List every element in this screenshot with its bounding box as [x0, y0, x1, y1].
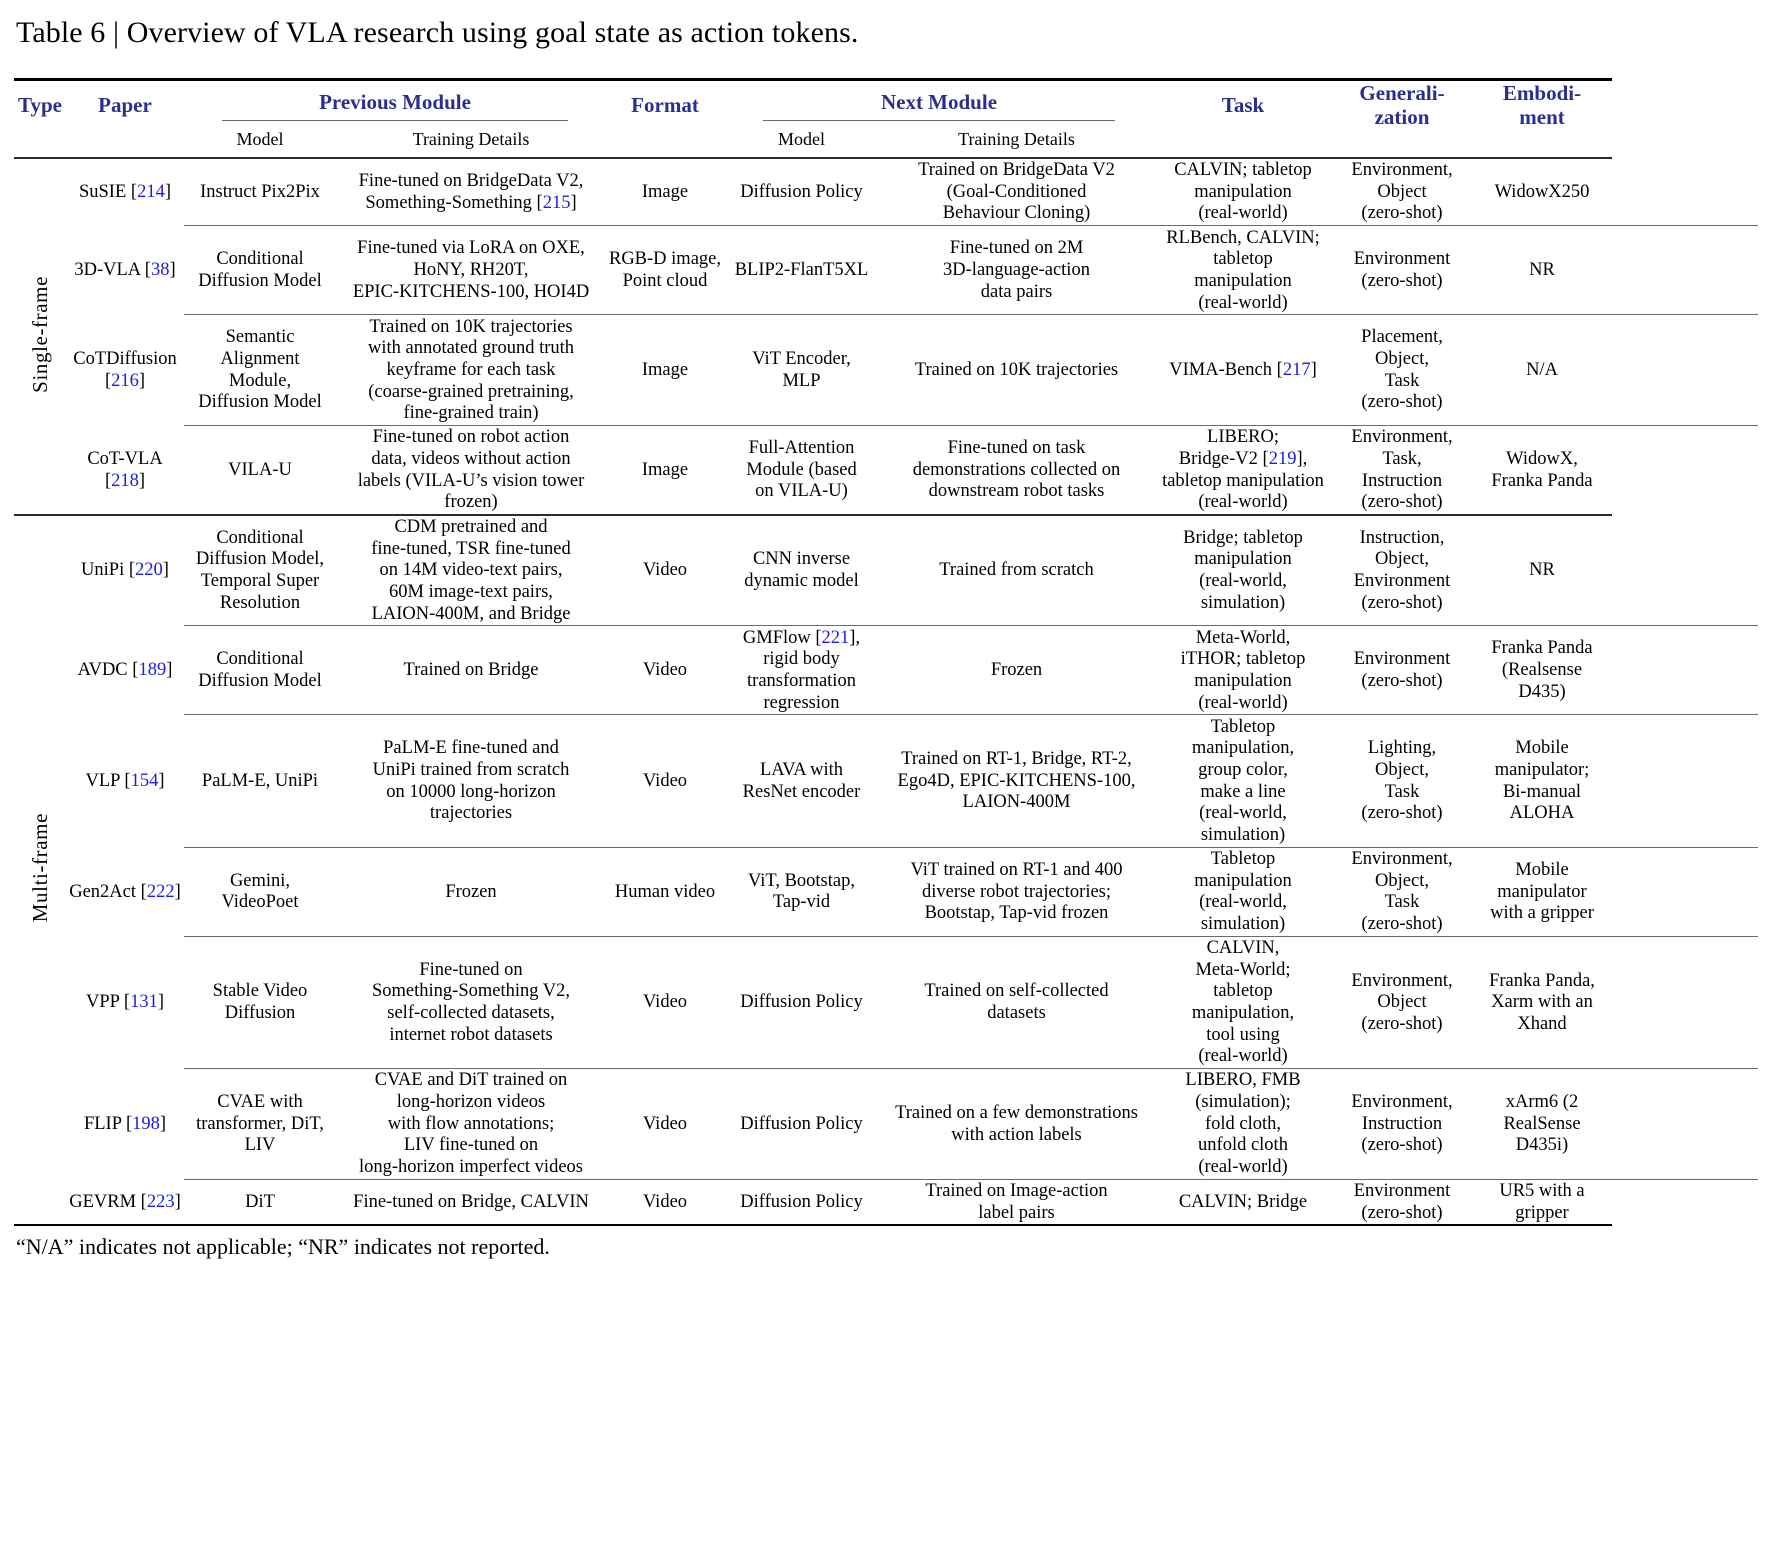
cell-task: Tabletop manipulation (real-world, simulation)	[1194, 849, 1292, 934]
header-paper: Paper	[98, 92, 152, 117]
citation-ref[interactable]: 189	[138, 660, 167, 681]
citation-ref[interactable]: 218	[111, 470, 139, 491]
cell-task: LIBERO, FMB (simulation); fold cloth, unfold cloth (real-world)	[1185, 1070, 1301, 1178]
cell-format: RGB-D image, Point cloud	[608, 249, 721, 291]
cell-generalization: Lighting, Object, Task (zero-shot)	[1361, 738, 1443, 824]
cell-embodiment: Mobile manipulator; Bi-manual ALOHA	[1494, 738, 1590, 824]
table-row	[14, 1181, 1758, 1225]
cell-next-training: Fine-tuned on 2M 3D-language-action data pairs	[943, 238, 1090, 302]
cell-task: CALVIN; tabletop manipulation (real-world)	[1174, 160, 1312, 224]
cell-task: Bridge; tabletop manipulation (real-world, simulation)	[1183, 527, 1303, 613]
cell-next-model: GMFlow [221], rigid body transformation regression	[742, 627, 861, 713]
subheader-task-spacer	[1154, 129, 1332, 158]
cell-next-model: Diffusion Policy	[740, 1191, 863, 1212]
cell-task: LIBERO; Bridge-V2 [219], tabletop manipulation (real-world)	[1162, 427, 1324, 513]
table-row	[14, 938, 1758, 1068]
cell-paper: UniPi [220]	[81, 560, 169, 581]
cell-embodiment: N/A	[1526, 359, 1558, 380]
cell-paper: VLP [154]	[85, 771, 165, 792]
cell-paper: VPP [131]	[86, 992, 164, 1013]
cell-prev-training: Frozen	[445, 881, 497, 902]
cell-prev-model: VILA-U	[228, 459, 292, 480]
cell-generalization: Environment, Instruction (zero-shot)	[1351, 1092, 1453, 1156]
header-embodiment	[1472, 82, 1612, 129]
cell-format: Video	[642, 660, 688, 681]
cell-next-model: Diffusion Policy	[740, 992, 863, 1013]
cell-prev-training: Trained on Bridge	[403, 660, 539, 681]
cell-embodiment: WidowX, Franka Panda	[1491, 449, 1593, 491]
citation-ref[interactable]: 198	[132, 1113, 160, 1134]
cell-embodiment: Franka Panda, Xarm with an Xhand	[1489, 970, 1595, 1034]
header-type: Type	[18, 92, 62, 117]
subheader-paper-spacer	[66, 129, 184, 158]
cell-prev-model: Conditional Diffusion Model, Temporal Super Resolution	[195, 527, 325, 613]
cell-generalization: Environment (zero-shot)	[1353, 249, 1451, 291]
cell-next-model: Diffusion Policy	[740, 1113, 863, 1134]
header-generalization	[1332, 82, 1472, 129]
table-row	[14, 317, 1758, 426]
cell-embodiment: Franka Panda (Realsense D435)	[1491, 638, 1593, 702]
subheader-row	[14, 129, 1758, 158]
cell-next-training: Trained from scratch	[939, 560, 1094, 581]
cell-task: Tabletop manipulation, group color, make a line (real-world, simulation)	[1191, 716, 1295, 845]
header-format: Format	[631, 92, 699, 117]
cell-format: Video	[642, 770, 688, 791]
subheader-format-spacer	[606, 129, 724, 158]
cell-paper: GEVRM [223]	[69, 1191, 181, 1212]
cell-embodiment: NR	[1529, 560, 1555, 581]
subheader-prev-model: Model	[236, 129, 284, 150]
cell-next-training: ViT trained on RT-1 and 400 diverse robot trajectories; Bootstap, Tap-vid frozen	[910, 859, 1123, 924]
cell-format: Image	[641, 459, 689, 480]
rule-bottom	[14, 1225, 1758, 1228]
citation-ref[interactable]: 214	[137, 182, 165, 203]
header-previous-module	[184, 82, 606, 129]
cell-prev-training: Trained on 10K trajectories with annotated ground truth keyframe for each task (coarse-grained pretraining, fine-grained train)	[367, 316, 575, 424]
table-caption: Table 6 | Overview of VLA research using goal state as action tokens.	[16, 16, 859, 49]
citation-ref[interactable]: 220	[135, 560, 163, 581]
cell-format: Video	[642, 1191, 688, 1212]
cell-next-training: Trained on self-collected datasets	[924, 981, 1109, 1024]
subheader-next-training: Training Details	[958, 129, 1075, 150]
cell-prev-training: Fine-tuned on Bridge, CALVIN	[353, 1191, 589, 1212]
citation-ref[interactable]: 219	[1268, 449, 1297, 470]
cell-next-training: Trained on 10K trajectories	[914, 359, 1119, 380]
cell-task: RLBench, CALVIN; tabletop manipulation (real-world)	[1166, 227, 1320, 313]
subheader-prev-training: Training Details	[412, 129, 530, 150]
citation-ref[interactable]: 223	[146, 1191, 175, 1212]
header-next-module-label: Next Module	[880, 90, 998, 115]
cell-paper: 3D-VLA [38]	[74, 260, 176, 281]
group-type-label: Single-frame	[27, 275, 52, 393]
cell-paper: CoTDiffusion [216]	[73, 349, 177, 392]
table-footnote: “N/A” indicates not applicable; “NR” indicates not reported.	[16, 1234, 550, 1260]
table-row	[14, 717, 1758, 847]
cell-next-training: Frozen	[990, 660, 1043, 681]
header-embodiment-line2: ment	[1519, 104, 1565, 129]
cell-next-training: Trained on BridgeData V2 (Goal-Conditioned Behaviour Cloning)	[918, 160, 1115, 224]
cell-next-training: Trained on Image-action label pairs	[925, 1181, 1108, 1223]
cell-next-training: Trained on a few demonstrations with action labels	[895, 1102, 1138, 1145]
citation-ref[interactable]: 217	[1282, 359, 1311, 380]
cell-next-model: CNN inverse dynamic model	[744, 549, 859, 592]
cell-next-model: ViT, Bootstap, Tap-vid	[748, 870, 855, 913]
cell-prev-model: Conditional Diffusion Model	[198, 249, 322, 291]
cell-prev-model: Gemini, VideoPoet	[221, 870, 299, 913]
cell-embodiment: NR	[1529, 260, 1555, 281]
citation-ref[interactable]: 221	[821, 627, 850, 648]
cell-next-model: Diffusion Policy	[740, 181, 863, 202]
cell-generalization: Instruction, Object, Environment (zero-shot)	[1353, 527, 1451, 613]
cell-embodiment: Mobile manipulator with a gripper	[1490, 859, 1594, 924]
cell-generalization: Environment (zero-shot)	[1353, 1181, 1451, 1223]
cell-format: Video	[642, 992, 688, 1013]
cell-generalization: Environment (zero-shot)	[1353, 649, 1451, 691]
citation-ref[interactable]: 216	[111, 371, 139, 392]
subheader-embodiment-spacer	[1472, 129, 1612, 158]
subheader-next-model: Model	[778, 129, 825, 150]
citation-ref[interactable]: 154	[130, 771, 159, 792]
cell-prev-training: CDM pretrained and fine-tuned, TSR fine-tuned on 14M video-text pairs, 60M image-text pairs, LAION-400M, and Bridge	[371, 516, 571, 624]
cell-prev-model: DiT	[245, 1191, 275, 1212]
citation-ref[interactable]: 215	[542, 192, 571, 213]
cell-next-model: LAVA with ResNet encoder	[742, 759, 861, 802]
table-row	[14, 160, 1758, 225]
cell-format: Video	[642, 560, 688, 581]
cell-prev-training: Fine-tuned on BridgeData V2, Something-Something [215]	[358, 171, 584, 213]
header-task: Task	[1221, 92, 1265, 117]
header-generalization-line1: Generali-	[1359, 81, 1445, 105]
cell-prev-training: PaLM-E fine-tuned and UniPi trained from scratch on 10000 long-horizon trajectories	[372, 738, 570, 824]
header-generalization-line2: zation	[1374, 104, 1430, 129]
cell-prev-model: Instruct Pix2Pix	[200, 181, 320, 202]
cell-generalization: Environment, Object, Task (zero-shot)	[1351, 849, 1453, 934]
cell-task: VIMA-Bench [217]	[1169, 359, 1317, 380]
table-row	[14, 628, 1758, 715]
cell-format: Human video	[614, 881, 716, 902]
cell-prev-training: Fine-tuned via LoRA on OXE, HoNY, RH20T, EPIC-KITCHENS-100, HOI4D	[352, 238, 590, 302]
cell-next-training: Fine-tuned on task demonstrations collected on downstream robot tasks	[912, 438, 1121, 502]
header-next-module-rule	[763, 120, 1116, 121]
cell-embodiment: UR5 with a gripper	[1499, 1181, 1585, 1223]
header-embodiment-line1: Embodi-	[1502, 81, 1582, 105]
group-type-label: Multi-frame	[27, 813, 52, 923]
group-type-cell	[14, 517, 66, 1226]
cell-prev-model: CVAE with transformer, DiT, LIV	[196, 1092, 324, 1156]
cell-format: Video	[642, 1113, 688, 1134]
cell-prev-model: Stable Video Diffusion	[212, 981, 308, 1024]
cell-next-training: Trained on RT-1, Bridge, RT-2, Ego4D, EPIC-KITCHENS-100, LAION-400M	[897, 749, 1136, 813]
cell-prev-model: PaLM-E, UniPi	[201, 770, 319, 791]
cell-task: CALVIN, Meta-World; tabletop manipulation, tool using (real-world)	[1191, 938, 1295, 1067]
cell-paper: FLIP [198]	[83, 1113, 167, 1134]
cell-generalization: Environment, Task, Instruction (zero-shot)	[1351, 427, 1453, 513]
table-row	[14, 849, 1758, 936]
cell-generalization: Environment, Object (zero-shot)	[1351, 970, 1453, 1034]
cell-next-model: ViT Encoder, MLP	[752, 349, 851, 391]
cell-embodiment: WidowX250	[1494, 181, 1590, 202]
cell-next-model: Full-Attention Module (based on VILA-U)	[746, 438, 857, 502]
cell-paper: Gen2Act [222]	[69, 881, 181, 902]
group-type-cell	[14, 160, 66, 515]
cell-prev-model: Conditional Diffusion Model	[198, 649, 322, 691]
cell-task: Meta-World, iTHOR; tabletop manipulation (real-world)	[1180, 627, 1306, 713]
cell-paper: SuSIE [214]	[78, 182, 171, 203]
table-row	[14, 1070, 1758, 1179]
cell-generalization: Environment, Object (zero-shot)	[1351, 160, 1453, 224]
citation-ref[interactable]: 38	[150, 260, 170, 281]
header-next-module	[724, 82, 1154, 129]
table-header	[14, 79, 1758, 160]
cell-generalization: Placement, Object, Task (zero-shot)	[1361, 327, 1443, 413]
citation-ref[interactable]: 222	[146, 881, 175, 902]
cell-next-model: BLIP2-FlanT5XL	[734, 260, 869, 281]
cell-prev-training: CVAE and DiT trained on long-horizon videos with flow annotations; LIV fine-tuned on long-horizon imperfect videos	[359, 1070, 583, 1178]
table-row	[14, 517, 1758, 626]
cell-paper: CoT-VLA [218]	[87, 449, 163, 491]
cell-prev-training: Fine-tuned on Something-Something V2, self-collected datasets, internet robot datasets	[371, 959, 571, 1045]
cell-format: Image	[641, 359, 689, 380]
citation-ref[interactable]: 131	[130, 992, 158, 1013]
table-body	[14, 160, 1758, 1228]
cell-task: CALVIN; Bridge	[1178, 1191, 1308, 1212]
header-previous-module-label: Previous Module	[319, 90, 471, 115]
header-previous-module-rule	[222, 120, 568, 121]
cell-format: Image	[641, 181, 689, 202]
table-row	[14, 427, 1758, 515]
vla-goal-state-table	[14, 78, 1758, 1229]
cell-prev-training: Fine-tuned on robot action data, videos without action labels (VILA-U’s vision tower frozen)	[357, 427, 585, 513]
header-row	[14, 82, 1758, 129]
cell-paper: AVDC [189]	[77, 660, 173, 681]
subheader-type-spacer	[14, 129, 66, 158]
cell-embodiment: xArm6 (2 RealSense D435i)	[1503, 1092, 1581, 1156]
subheader-generalization-spacer	[1332, 129, 1472, 158]
cell-prev-model: Semantic Alignment Module, Diffusion Model	[198, 327, 322, 413]
table-row	[14, 228, 1758, 315]
